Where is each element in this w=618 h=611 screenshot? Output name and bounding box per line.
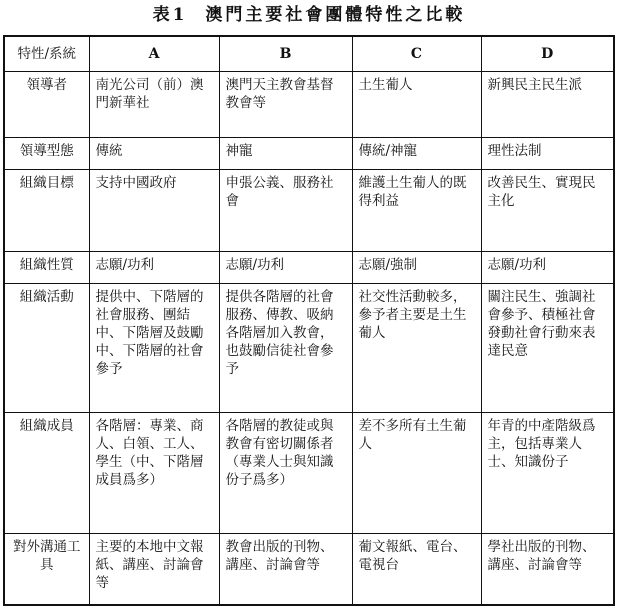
table-row bbox=[4, 533, 614, 605]
comparison-table bbox=[3, 35, 615, 606]
table-cell: 改善民生、實現民主化 bbox=[481, 170, 614, 251]
table-row bbox=[4, 284, 614, 413]
table-cell: 志願/功利 bbox=[89, 251, 219, 283]
header-row bbox=[4, 36, 614, 71]
table-cell: 土生葡人 bbox=[352, 71, 481, 137]
table-row bbox=[4, 251, 614, 283]
corner-header: 特性/系統 bbox=[4, 36, 89, 71]
row-header: 領導者 bbox=[4, 71, 89, 137]
table-row bbox=[4, 170, 614, 251]
table-cell: 澳門天主教會基督教會等 bbox=[219, 71, 352, 137]
table-cell: 社交性活動較多，參予者主要是土生葡人 bbox=[352, 284, 481, 413]
table-cell: 主要的本地中文報紙、講座、討論會等 bbox=[89, 533, 219, 605]
table-cell: 新興民主民生派 bbox=[481, 71, 614, 137]
row-header: 對外溝通工具 bbox=[4, 533, 89, 605]
table-title: 澳門主要社會團體特性之比較 bbox=[205, 5, 466, 25]
table-row bbox=[4, 138, 614, 170]
table-row bbox=[4, 71, 614, 137]
table-cell: 志願/功利 bbox=[481, 251, 614, 283]
table-cell: 各階層的教徒或與教會有密切關係者（專業人士與知識份子爲多） bbox=[219, 412, 352, 533]
table-number: 表1 bbox=[152, 5, 188, 25]
table-cell: 學社出版的刊物、講座、討論會等 bbox=[481, 533, 614, 605]
row-header: 領導型態 bbox=[4, 138, 89, 170]
column-header-b: B bbox=[219, 36, 352, 71]
table-cell: 各階層：專業、商人、白領、工人、學生（中、下階層成員爲多） bbox=[89, 412, 219, 533]
table-cell: 提供中、下階層的社會服務、團結中、下階層及鼓勵中、下階層的社會參予 bbox=[89, 284, 219, 413]
table-cell: 支持中國政府 bbox=[89, 170, 219, 251]
column-header-a: A bbox=[89, 36, 219, 71]
table-cell: 教會出版的刊物、講座、討論會等 bbox=[219, 533, 352, 605]
column-header-c: C bbox=[352, 36, 481, 71]
row-header: 組織活動 bbox=[4, 284, 89, 413]
table-cell: 申張公義、服務社會 bbox=[219, 170, 352, 251]
row-header: 組織目標 bbox=[4, 170, 89, 251]
table-caption bbox=[0, 4, 618, 26]
table-row bbox=[4, 412, 614, 533]
row-header: 組織成員 bbox=[4, 412, 89, 533]
table-cell: 志願/強制 bbox=[352, 251, 481, 283]
table-cell: 傳統/神寵 bbox=[352, 138, 481, 170]
table-cell: 志願/功利 bbox=[219, 251, 352, 283]
column-header-d: D bbox=[481, 36, 614, 71]
table-cell: 理性法制 bbox=[481, 138, 614, 170]
table-cell: 差不多所有土生葡人 bbox=[352, 412, 481, 533]
table-cell: 關注民生、強調社會參予、積極社會發動社會行動來表達民意 bbox=[481, 284, 614, 413]
table-cell: 維護土生葡人的既得利益 bbox=[352, 170, 481, 251]
table-cell: 葡文報紙、電台、電視台 bbox=[352, 533, 481, 605]
row-header: 組織性質 bbox=[4, 251, 89, 283]
table-cell: 南光公司（前）澳門新華社 bbox=[89, 71, 219, 137]
table-cell: 提供各階層的社會服務、傳教、吸納各階層加入教會，也鼓勵信徒社會參予 bbox=[219, 284, 352, 413]
table-cell: 神寵 bbox=[219, 138, 352, 170]
table-cell: 年青的中產階級爲主，包括專業人士、知識份子 bbox=[481, 412, 614, 533]
table-cell: 傳統 bbox=[89, 138, 219, 170]
